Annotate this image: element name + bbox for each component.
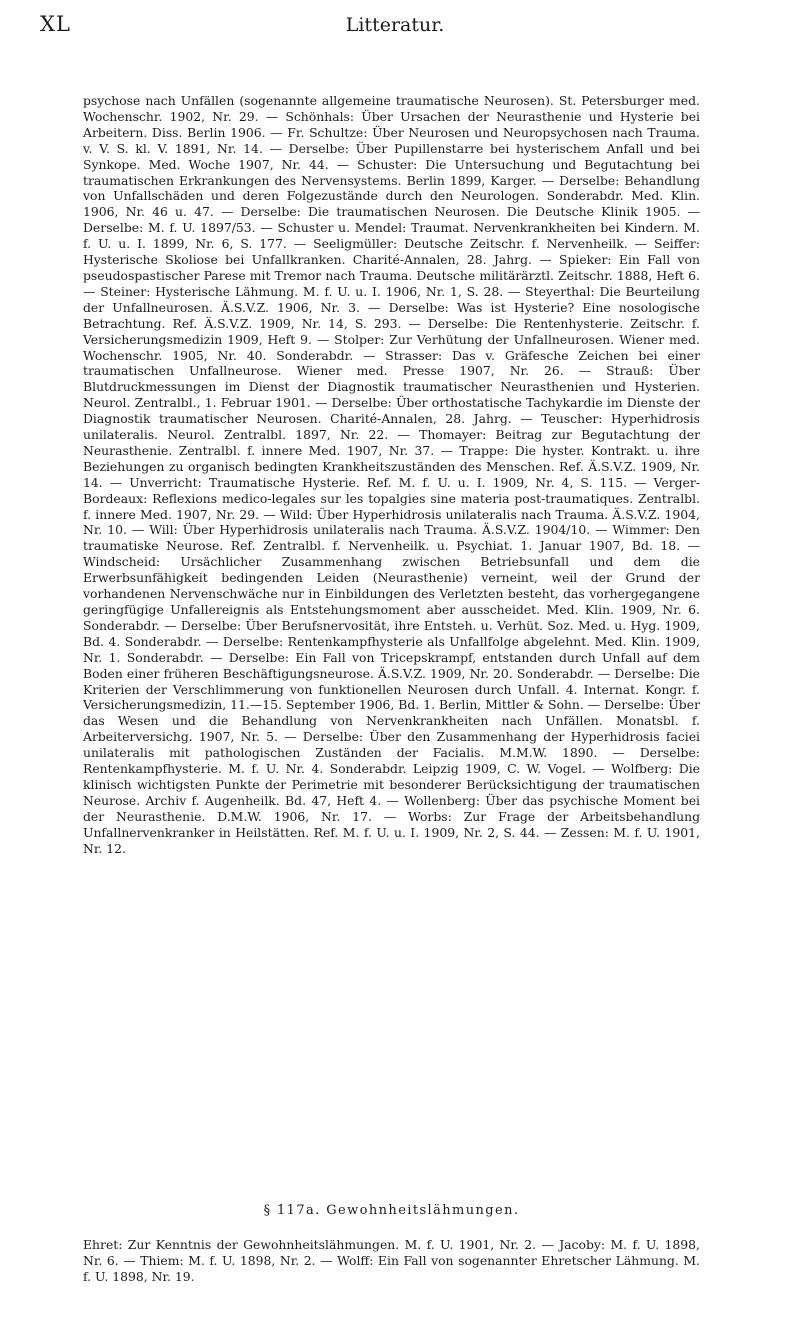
section-heading: § 117a. Gewohnheitslähmungen. — [263, 1203, 520, 1218]
page-number: XL — [40, 12, 71, 36]
bibliography-paragraph: psychose nach Unfällen (sogenannte allgemeine traumatische Neurosen). St. Petersburger med. Wochenschr. 1902, Nr. 29. — Schönhals: Über Ursachen der Neurasthenie und Hysterie bei Arbeitern. Diss. Berlin 1906. — Fr. Schultze: Über Neurosen und Neuropsychosen nach Trauma. v. V. S. kl. V. 1891, Nr. 14. — Derselbe: Über Pupillenstarre bei hysterischem Anfall und bei Synkope. Med. Woche 1907, Nr. 44. — Schuster: Die Untersuchung und Begutachtung bei traumatischen Erkrankungen des Nervensystems. Berlin 1899, Karger. — Derselbe: Behandlung von Unfallschäden und deren Folgezustände durch den Neurologen. Sonderabdr. Med. Klin. 1906, Nr. 46 u. 47. — Derselbe: Die traumatischen Neurosen. Die Deutsche Klinik 1905. — Derselbe: M. f. U. 1897/53. — Schuster u. Mendel: Traumat. Nervenkrankheiten bei Kindern. M. f. U. u. I. 1899, Nr. 6, S. 177. — Seeligmüller: Deutsche Zeitschr. f. Nervenheilk. — Seiffer: Hysterische Skoliose bei Unfallkranken. Charité-Annalen, 28. Jahrg. — Spieker: Ein Fall von pseudospastischer Parese mit Tremor nach Trauma. Deutsche militärärztl. Zeitschr. 1888, Heft 6. — Steiner: Hysterische Lähmung. M. f. U. u. I. 1906, Nr. 1, S. 28. — Steyerthal: Die Beurteilung der Unfallneurosen. Ä.S.V.Z. 1906, Nr. 3. — Derselbe: Was ist Hysterie? Eine nosologische Betrachtung. Ref. Ä.S.V.Z. 1909, Nr. 14, S. 293. — Derselbe: Die Rentenhysterie. Zeitschr. f. Versicherungsmedizin 1909, Heft 9. — Stolper: Zur Verhütung der Unfallneurosen. Wiener med. Wochenschr. 1905, Nr. 40. Sonderabdr. — Strasser: Das v. Gräfesche Zeichen bei einer traumatischen Unfallneurose. Wiener med. Presse 1907, Nr. 26. — Strauß: Über Blutdruckmessungen im Dienst der Diagnostik traumatischer Neurasthenien und Hysterien. Neurol. Zentralbl., 1. Februar 1901. — Derselbe: Über orthostatische Tachykardie im Dienste der Diagnostik traumatischer Neurosen. Charité-Annalen, 28. Jahrg. — Teuscher: Hyperhidrosis unilateralis. Neurol. Zentralbl. 1897, Nr. 22. — Thomayer: Beitrag zur Begutachtung der Neurasthenie. Zentralbl. f. innere Med. 1907, Nr. 37. — Trappe: Die hyster. Kontrakt. u. ihre Beziehungen zu organisch bedingten Krankheitszuständen des Menschen. Ref. Ä.S.V.Z. 1909, Nr. 14. — Unverricht: Traumatische Hysterie. Ref. M. f. U. u. I. 1909, Nr. 4, S. 115. — Verger-Bordeaux: Reflexions medico-legales sur les topalgies sine materia post-traumatiques. Zentralbl. f. innere Med. 1907, Nr. 29. — Wild: Über Hyperhidrosis unilateralis nach Trauma. Ä.S.V.Z. 1904, Nr. 10. — Will: Über Hyperhidrosis unilateralis nach Trauma. Ä.S.V.Z. 1904/10. — Wimmer: Den traumatiske Neurose. Ref. Zentralbl. f. Nervenheilk. u. Psychiat. 1. Januar 1907, Bd. 18. — Windscheid: Ursächlicher Zusammenhang zwischen Betriebsunfall und dem die Erwerbsunfähigkeit bedingenden Leiden (Neurasthenie) verneint, weil der Grund der vorhandenen Nervenschwäche nur in Einbildungen des Verletzten besteht, das vorhergegangene geringfügige Unfallereignis als Entstehungsmoment aber ausscheidet. Med. Klin. 1909, Nr. 6. Sonderabdr. — Derselbe: Über Berufsnervosität, ihre Entsteh. u. Verhüt. Soz. Med. u. Hyg. 1909, Bd. 4. Sonderabdr. — Derselbe: Rentenkampfhysterie als Unfallfolge abgelehnt. Med. Klin. 1909, Nr. 1. Sonderabdr. — Derselbe: Ein Fall von Tricepskrampf, entstanden durch Unfall auf dem Boden einer früheren Beschäftigungsneurose. Ä.S.V.Z. 1909, Nr. 20. Sonderabdr. — Derselbe: Die Kriterien der Verschlimmerung von funktionellen Neurosen durch Unfall. 4. Internat. Kongr. f. Versicherungsmedizin, 11.—15. September 1906, Bd. 1. Berlin, Mittler & Sohn. — Derselbe: Über das Wesen und die Behandlung von Nervenkrankheiten nach Unfällen. Monatsbl. f. Arbeiterversichg. 1907, Nr. 5. — Derselbe: Über den Zusammenhang der Hyperhidrosis faciei unilateralis mit pathologischen Zuständen der Facialis. M.M.W. 1890. — Derselbe: Rentenkampfhysterie. M. f. U. Nr. 4. Sonderabdr. Leipzig 1909, C. W. Vogel. — Wolfberg: Die klinisch wichtigsten Punkte der Perimetrie mit besonderer Berücksichtigung der traumatischen Neurose. Archiv f. Augenheilk. Bd. 47, Heft 4. — Wollenberg: Über das psychische Moment bei der Neurasthenie. D.M.W. 1906, Nr. 17. — Worbs: Zur Frage der Arbeitsbehandlung Unfallnervenkranker in Heilstätten. Ref. M. f. U. u. I. 1909, Nr. 2, S. 44. — Zessen: M. f. U. 1901, Nr. 12. — [83, 93, 700, 856]
section-bibliography-paragraph: Ehret: Zur Kenntnis der Gewohnheitslähmungen. M. f. U. 1901, Nr. 2. — Jacoby: M. f. U. 1898, Nr. 6. — Thiem: M. f. U. 1898, Nr. 2. — Wolff: Ein Fall von sogenannter Ehretscher Lähmung. M. f. U. 1898, Nr. 19. — [83, 1237, 700, 1284]
page-header — [40, 12, 730, 42]
running-head: Litteratur. — [345, 14, 445, 36]
